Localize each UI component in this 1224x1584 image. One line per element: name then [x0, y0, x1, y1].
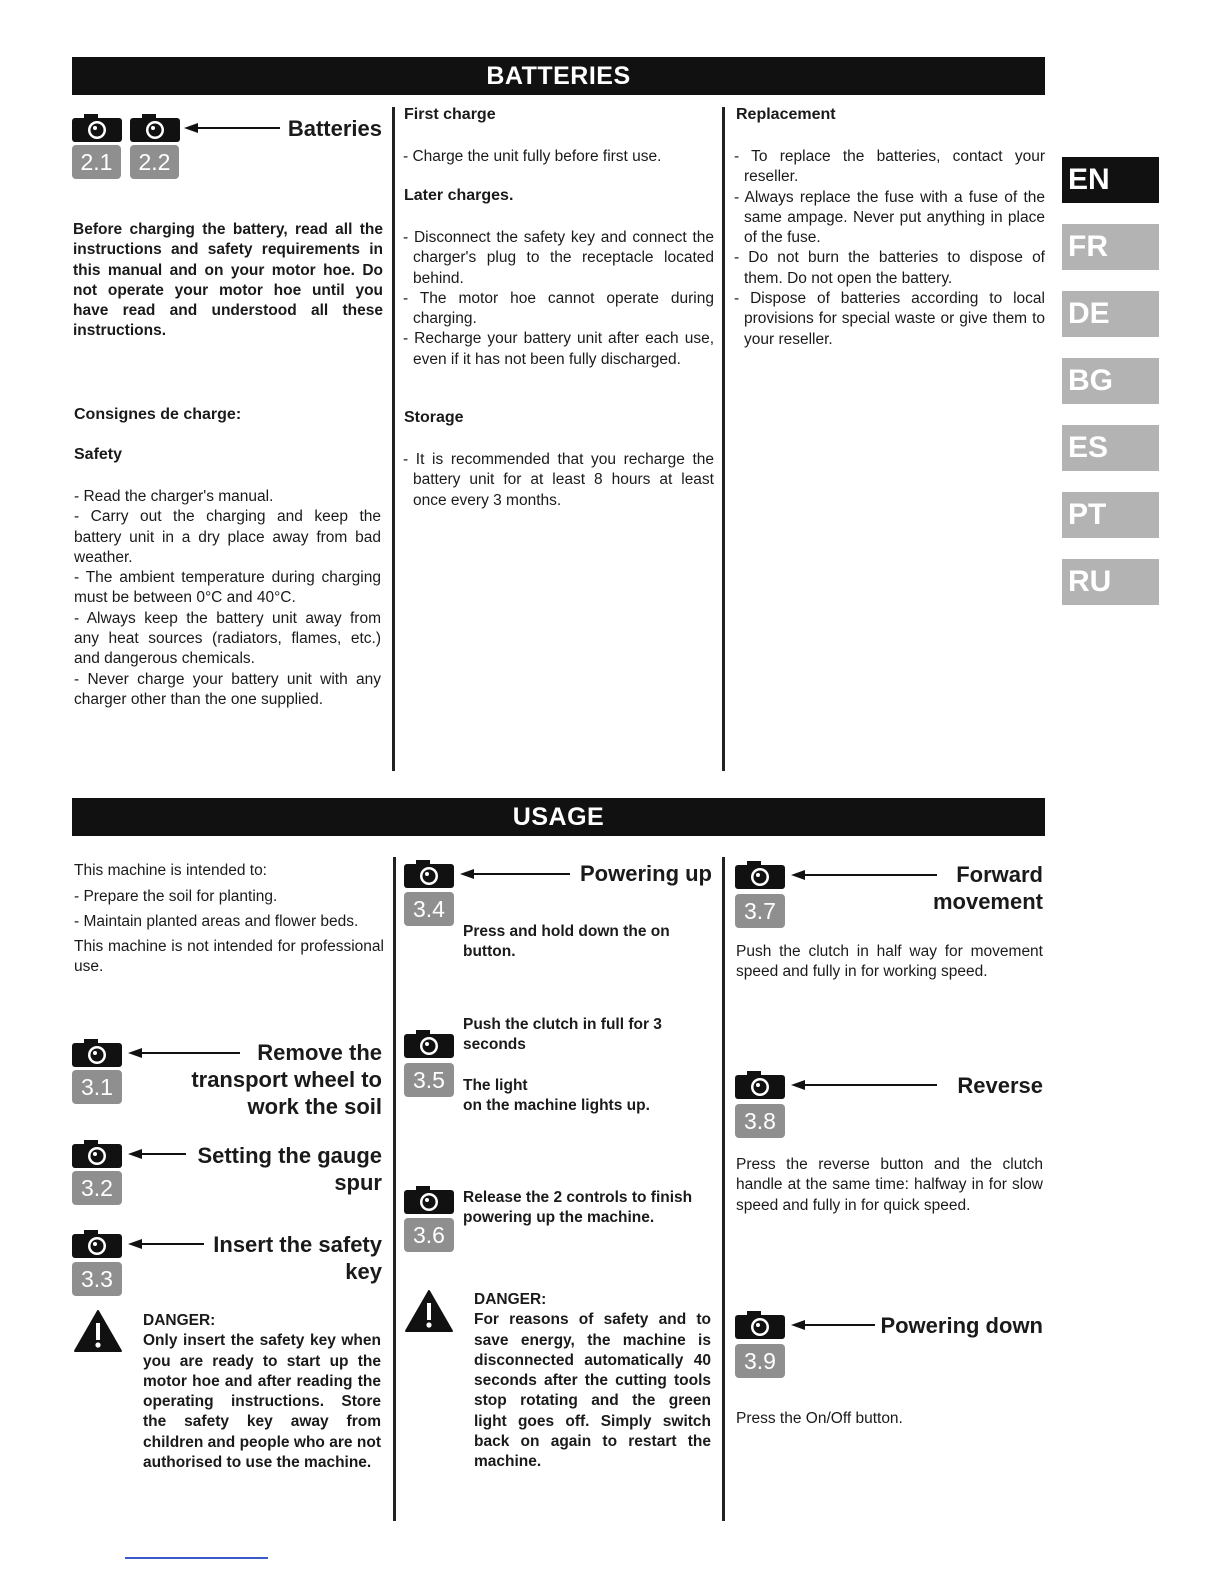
figure-badge: 3.7: [735, 894, 785, 928]
language-tab-bg[interactable]: BG: [1062, 358, 1159, 404]
camera-icon: [404, 860, 454, 888]
step-text: Push the clutch in full for 3 seconds: [463, 1016, 662, 1054]
step-label: Reverse: [957, 1073, 1043, 1098]
step-text: Push the clutch in half way for movement speed and fully in for working speed.: [736, 943, 1043, 981]
intro-line: This machine is intended to:: [74, 862, 267, 879]
footer-rule: [125, 1557, 268, 1559]
camera-icon: [72, 114, 122, 142]
figure-badge: 3.4: [404, 892, 454, 926]
batteries-section-title: BATTERIES: [72, 57, 1045, 95]
figure-badge: 2.1: [72, 145, 121, 179]
figure-badge: 3.5: [404, 1063, 454, 1097]
column-divider: [393, 857, 396, 1521]
first-charge-list: [403, 147, 714, 167]
first-charge-heading: First charge: [404, 106, 496, 123]
step-label: Powering up: [580, 861, 712, 886]
danger-note: [474, 1290, 711, 1473]
list-item: - Recharge your battery unit after each use, even if it has not been fully discharged.: [403, 330, 714, 368]
camera-icon: [735, 1071, 785, 1099]
step-text: Press the On/Off button.: [736, 1410, 903, 1427]
step-text: Press and hold down the on button.: [463, 923, 670, 961]
camera-icon: [72, 1039, 122, 1067]
step-label: Remove the transport wheel to work the soil: [191, 1040, 382, 1119]
list-item: - The motor hoe cannot operate during charging.: [403, 289, 714, 328]
language-tab-pt[interactable]: PT: [1062, 492, 1159, 538]
step-label: Insert the safety key: [213, 1232, 382, 1284]
camera-icon: [404, 1030, 454, 1058]
camera-icon: [735, 861, 785, 889]
consignes-heading: Consignes de charge:: [74, 406, 242, 423]
figure-badge: 3.8: [735, 1104, 785, 1138]
column-divider: [722, 107, 725, 771]
safety-item: - Always keep the battery unit away from any heat sources (radiators, flames, etc.) and dangerous chemicals.: [74, 609, 381, 668]
step-label: Powering down: [880, 1313, 1043, 1338]
batteries-warning: Before charging the battery, read all the instructions and safety requirements in this manual and on your motor hoe. Do not operate your motor hoe until you have read and understood all these instructions.: [73, 221, 383, 340]
replacement-list: [734, 147, 1045, 350]
arrow-left-icon: [128, 1238, 204, 1250]
step-text: [463, 1076, 703, 1117]
usage-intro: [74, 858, 384, 978]
usage-section-title: USAGE: [72, 798, 1045, 836]
figure-badge: 3.2: [72, 1171, 122, 1205]
language-tab-es[interactable]: ES: [1062, 425, 1159, 471]
later-charges-heading: Later charges.: [404, 187, 514, 204]
danger-text: Only insert the safety key when you are ready to start up the motor hoe and after reading the operating instructions. Store the safety key away from children and people who are not authorised to use the machine.: [143, 1332, 381, 1472]
safety-item: - The ambient temperature during charging must be between 0°C and 40°C.: [74, 569, 381, 607]
camera-icon: [735, 1311, 785, 1339]
figure-badge: 3.3: [72, 1262, 122, 1296]
danger-note: [143, 1311, 381, 1473]
warning-icon: [73, 1309, 123, 1353]
batteries-figure-label: Batteries: [287, 116, 382, 141]
later-charges-list: [403, 228, 714, 370]
list-item: - It is recommended that you recharge the battery unit for at least 8 hours at least once every 3 months.: [403, 451, 714, 509]
step-label: Forward movement: [932, 862, 1043, 914]
list-item: - Charge the unit fully before first use.: [403, 148, 662, 165]
intro-line: - Maintain planted areas and flower beds.: [74, 913, 359, 930]
arrow-left-icon: [460, 868, 570, 880]
list-item: - To replace the batteries, contact your reseller.: [734, 148, 1045, 186]
camera-icon: [72, 1140, 122, 1168]
intro-line: - Prepare the soil for planting.: [74, 887, 278, 905]
storage-list: [403, 450, 714, 511]
arrow-left-icon: [791, 1079, 937, 1091]
language-tab-en[interactable]: EN: [1062, 157, 1159, 203]
arrow-left-icon: [791, 1319, 875, 1331]
step-label: Setting the gauge spur: [197, 1143, 382, 1195]
safety-item: - Never charge your battery unit with any charger other than the one supplied.: [74, 670, 381, 708]
column-divider: [392, 107, 395, 771]
safety-heading: Safety: [74, 446, 123, 463]
column-divider: [722, 857, 725, 1521]
list-item: - Do not burn the batteries to dispose of them. Do not open the battery.: [734, 249, 1045, 287]
intro-line: This machine is not intended for professional use.: [74, 937, 384, 975]
step-text: Press the reverse button and the clutch handle at the same time: halfway in for slow speed and fully in for quick speed.: [736, 1156, 1043, 1214]
step-text-line: on the machine lights up.: [463, 1097, 650, 1115]
safety-item: - Read the charger's manual.: [74, 488, 274, 505]
camera-icon: [130, 114, 180, 142]
danger-heading: DANGER:: [143, 1312, 216, 1329]
arrow-left-icon: [128, 1148, 186, 1160]
arrow-left-icon: [184, 122, 280, 134]
danger-heading: DANGER:: [474, 1291, 547, 1308]
list-item: - Always replace the fuse with a fuse of the same ampage. Never put anything in place of the fuse.: [734, 188, 1045, 247]
camera-icon: [404, 1186, 454, 1214]
warning-icon: [404, 1289, 454, 1333]
replacement-heading: Replacement: [736, 106, 836, 123]
step-text: Release the 2 controls to finish powering up the machine.: [463, 1189, 693, 1227]
safety-list: [74, 487, 381, 710]
language-tab-ru[interactable]: RU: [1062, 559, 1159, 605]
language-tab-fr[interactable]: FR: [1062, 224, 1159, 270]
danger-text: For reasons of safety and to save energy, the machine is disconnected automatically 40 seconds after the cutting tools stop rotating and the green light goes off. Simply switch back on again to restart the machine.: [474, 1311, 711, 1471]
figure-badge: 3.6: [404, 1218, 454, 1252]
list-item: - Disconnect the safety key and connect the charger's plug to the receptacle located behind.: [403, 229, 714, 287]
language-tab-de[interactable]: DE: [1062, 291, 1159, 337]
camera-icon: [72, 1230, 122, 1258]
safety-item: - Carry out the charging and keep the battery unit in a dry place away from bad weather.: [74, 508, 381, 566]
list-item: - Dispose of batteries according to local provisions for special waste or give them to your reseller.: [734, 290, 1045, 348]
figure-badge: 3.9: [735, 1344, 785, 1378]
storage-heading: Storage: [404, 409, 464, 426]
figure-badge: 2.2: [130, 145, 179, 179]
figure-badge: 3.1: [72, 1070, 122, 1104]
step-text-line: The light: [463, 1077, 528, 1094]
